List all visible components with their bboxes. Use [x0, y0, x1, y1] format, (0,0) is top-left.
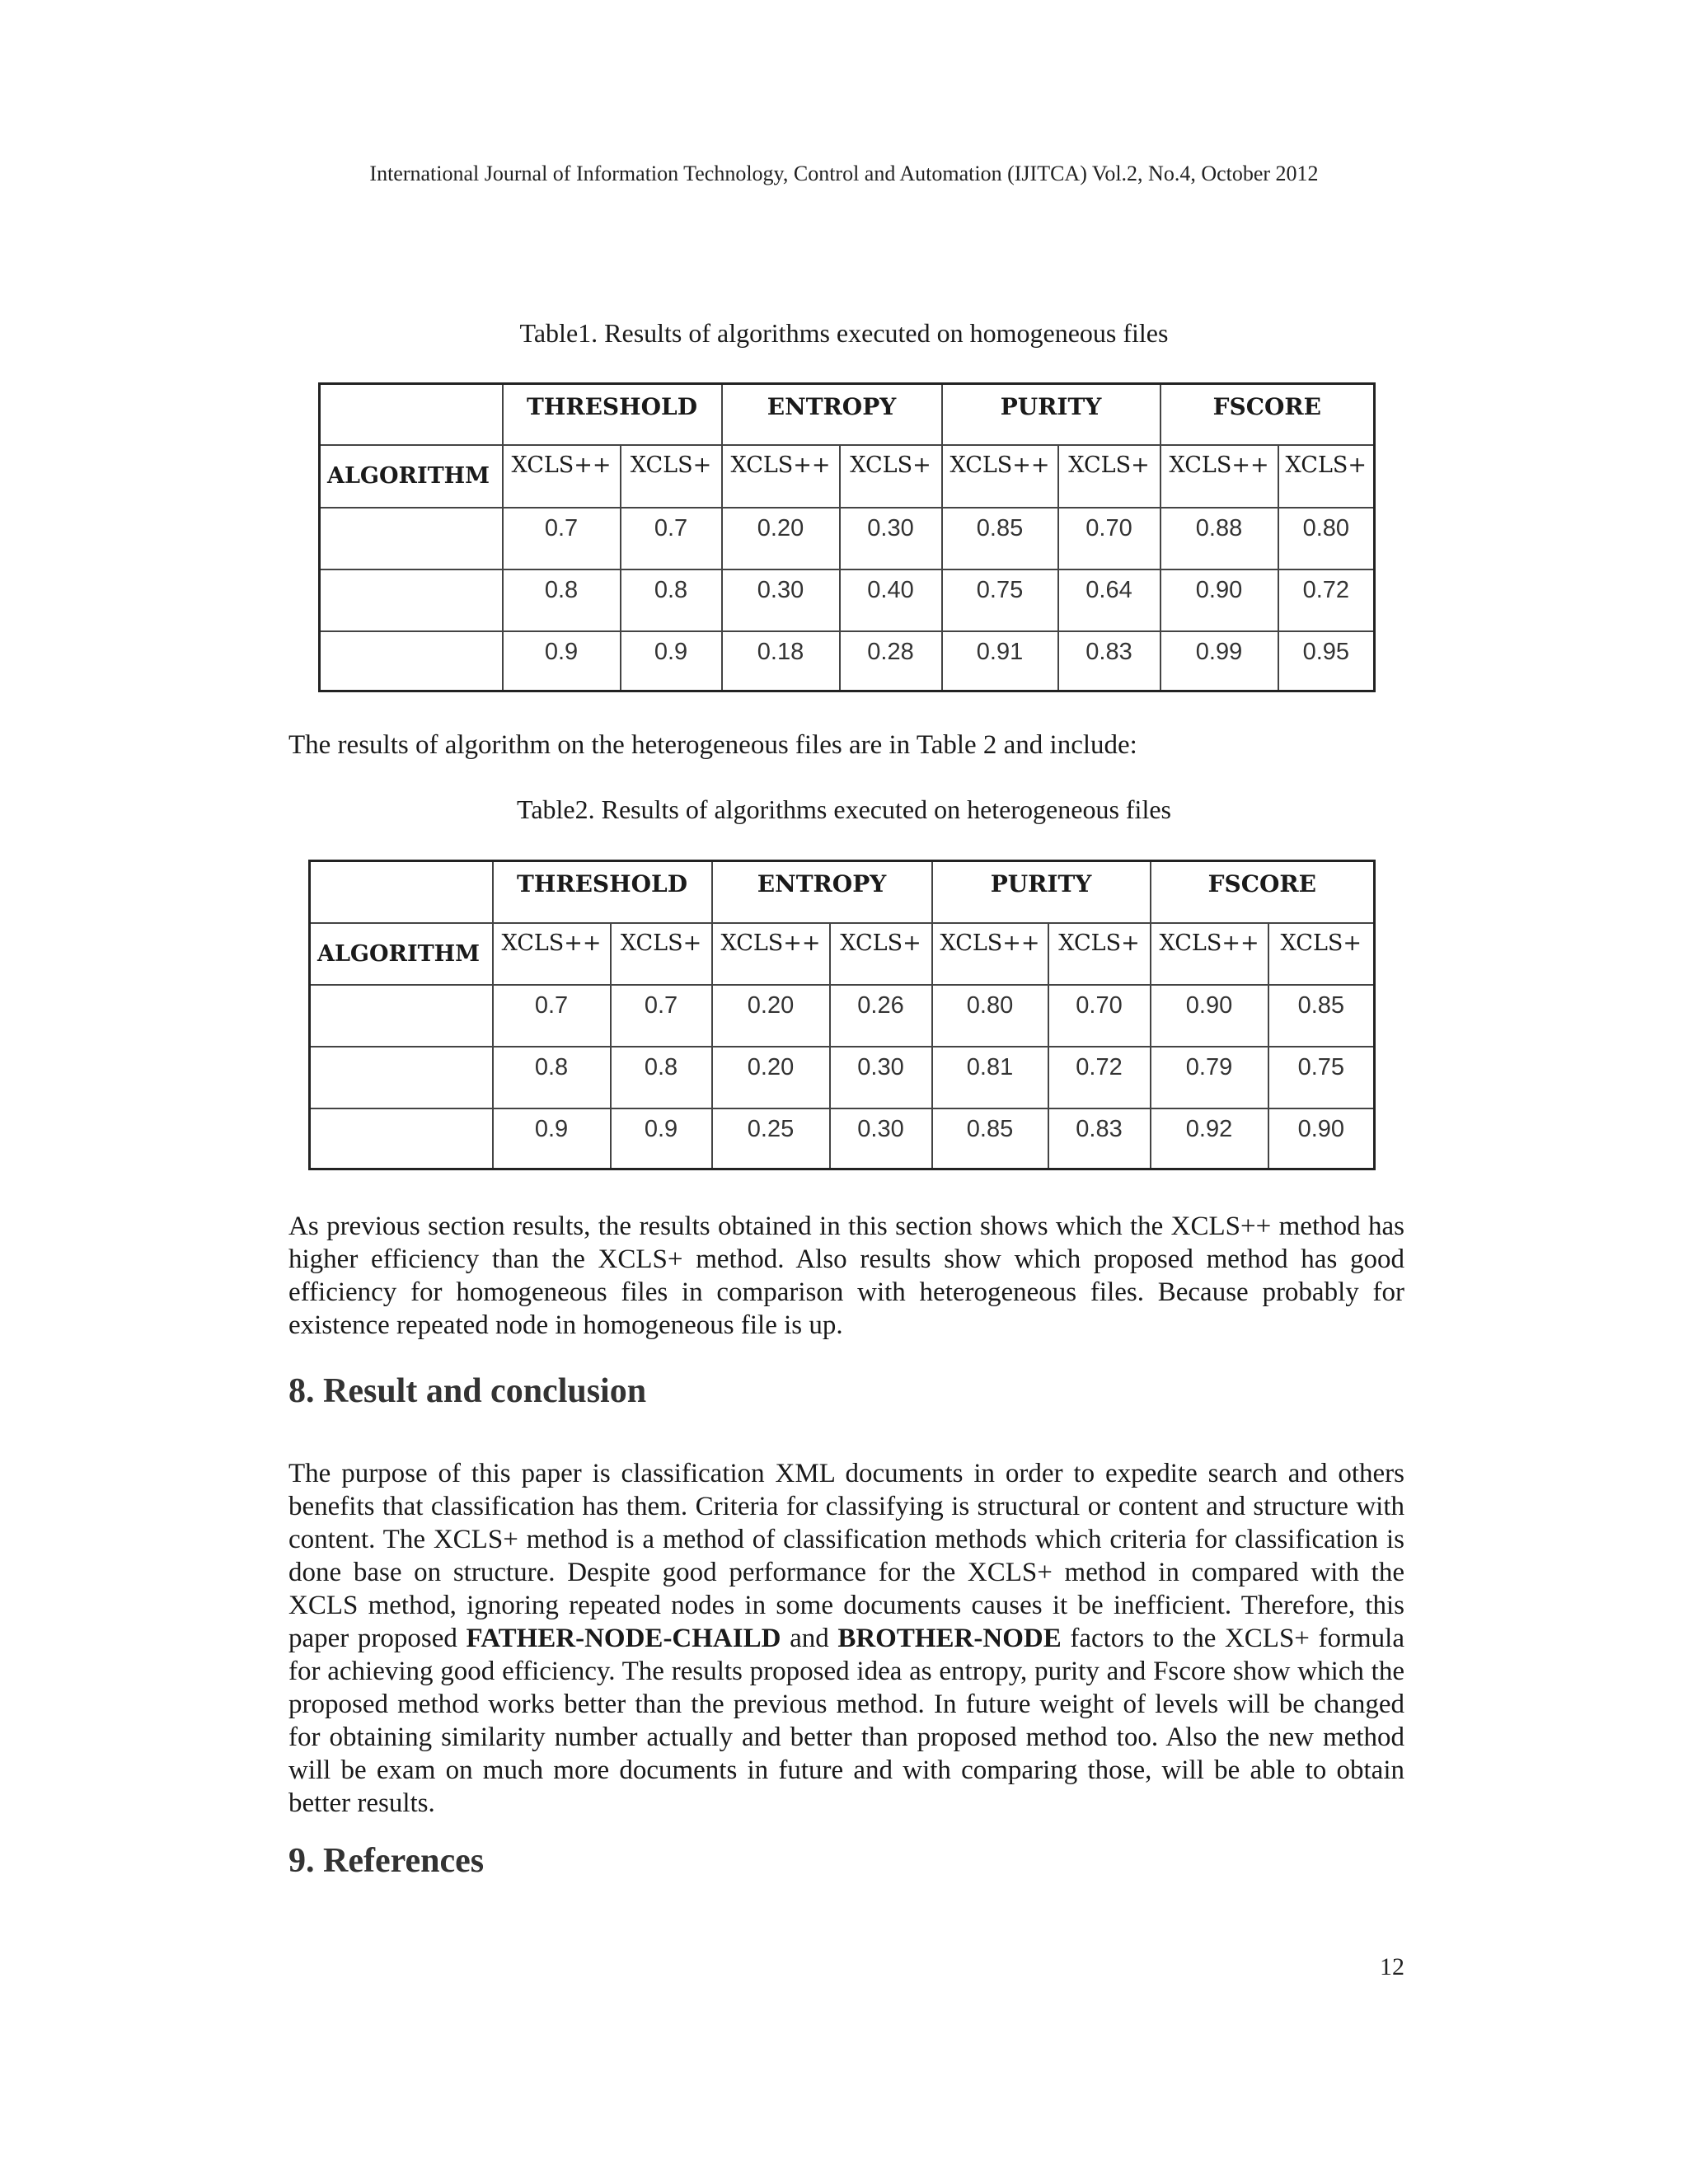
conclusion-text-1: The purpose of this paper is classification XML documents in order to expedite search and others benefits that classification has them. Criteria for classifying is structural or content and structure with content. The XCLS+ method is a method of classification methods which criteria for classification is done base on structure. Despite good performance for the XCLS+ method in compared with the XCLS method, ignoring repeated nodes in some documents causes it be inefficient. Therefore, this paper proposed	[288, 1459, 1404, 1653]
conclusion-text-and: and	[781, 1624, 838, 1653]
table2-group-purity: PURITY	[932, 861, 1151, 923]
section-8-title: 8. Result and conclusion	[288, 1372, 647, 1410]
table2-subheader: XCLS+	[611, 923, 712, 985]
table2-group-fscore: FSCORE	[1151, 861, 1375, 923]
table-cell: 0.18	[722, 631, 840, 691]
table-cell: 0.90	[1160, 569, 1278, 631]
table-cell: 0.26	[830, 985, 932, 1047]
table2-subheader: XCLS+	[830, 923, 932, 985]
table-cell: 0.30	[830, 1108, 932, 1169]
table-cell: 0.20	[712, 985, 830, 1047]
table2-subheader: XCLS+	[1048, 923, 1151, 985]
table-cell: 0.75	[942, 569, 1058, 631]
table1-group-entropy: ENTROPY	[722, 384, 942, 445]
table1-subheader: XCLS++	[942, 445, 1058, 508]
table-cell: 0.83	[1058, 631, 1160, 691]
table-cell: 0.90	[1151, 985, 1268, 1047]
conclusion-paragraph	[288, 1457, 1404, 1820]
table-cell: 0.30	[722, 569, 840, 631]
table-cell: 0.85	[932, 1108, 1048, 1169]
table-cell-empty	[310, 985, 493, 1047]
table-cell: 0.7	[611, 985, 712, 1047]
section-9-title: 9. References	[288, 1842, 485, 1880]
table-cell: 0.25	[712, 1108, 830, 1169]
table-cell: 0.85	[1268, 985, 1375, 1047]
journal-header: International Journal of Information Technology, Control and Automation (IJITCA) Vol.2, No.4, October 2012	[369, 162, 1319, 185]
table2-subheader: XCLS+	[1268, 923, 1375, 985]
table1-corner-cell	[320, 384, 503, 445]
table-cell: 0.88	[1160, 508, 1278, 569]
table-cell: 0.81	[932, 1047, 1048, 1108]
table-cell: 0.8	[503, 569, 621, 631]
table-cell: 0.90	[1268, 1108, 1375, 1169]
table-cell: 0.8	[621, 569, 722, 631]
conclusion-bold-term-1: FATHER-NODE-CHAILD	[466, 1624, 781, 1653]
table1-caption: Table1. Results of algorithms executed on homogeneous files	[519, 318, 1169, 348]
table-cell: 0.9	[621, 631, 722, 691]
table2-row-header: ALGORITHM	[310, 923, 493, 985]
table-cell: 0.7	[503, 508, 621, 569]
table1-subheader-row	[320, 445, 1375, 508]
table-row	[310, 985, 1375, 1047]
table2-group-entropy: ENTROPY	[712, 861, 932, 923]
table-cell: 0.20	[722, 508, 840, 569]
table-cell: 0.92	[1151, 1108, 1268, 1169]
table2-subheader: XCLS++	[712, 923, 830, 985]
table1-group-row	[320, 384, 1375, 445]
table1-subheader: XCLS++	[503, 445, 621, 508]
table1-group-purity: PURITY	[942, 384, 1160, 445]
table-cell: 0.95	[1278, 631, 1375, 691]
table-cell: 0.70	[1048, 985, 1151, 1047]
table-cell: 0.8	[611, 1047, 712, 1108]
table-cell-empty	[310, 1047, 493, 1108]
table1-row-header: ALGORITHM	[320, 445, 503, 508]
conclusion-text-2: factors to the XCLS+ formula for achieving good efficiency. The results proposed idea as entropy, purity and Fscore show which the proposed method works better than the previous method. In future weight of levels will be changed for obtaining similarity number actually and better than proposed method too. Also the new method will be exam on much more documents in future and with comparing those, will be able to obtain better results.	[288, 1624, 1404, 1818]
table-cell: 0.40	[840, 569, 942, 631]
table-cell: 0.91	[942, 631, 1058, 691]
table-cell: 0.99	[1160, 631, 1278, 691]
table-cell: 0.79	[1151, 1047, 1268, 1108]
table2-caption: Table2. Results of algorithms executed on heterogeneous files	[517, 794, 1171, 824]
table-cell: 0.7	[493, 985, 611, 1047]
results-paragraph: As previous section results, the results obtained in this section shows which the XCLS++ method has higher efficiency than the XCLS+ method. Also results show which proposed method has good efficiency for homogeneous files in comparison with heterogeneous files. Because probably for existence repeated node in homogeneous file is up.	[288, 1212, 1404, 1340]
table2-subheader: XCLS++	[932, 923, 1048, 985]
table-cell: 0.64	[1058, 569, 1160, 631]
table-cell-empty	[320, 569, 503, 631]
table-cell: 0.9	[611, 1108, 712, 1169]
table-row	[320, 631, 1375, 691]
table1-subheader: XCLS++	[1160, 445, 1278, 508]
table-cell: 0.70	[1058, 508, 1160, 569]
table-cell: 0.28	[840, 631, 942, 691]
table2-corner-cell	[310, 861, 493, 923]
table2-group-threshold: THRESHOLD	[493, 861, 712, 923]
table-cell: 0.9	[503, 631, 621, 691]
table1-subheader: XCLS++	[722, 445, 840, 508]
table-row	[320, 508, 1375, 569]
table-cell: 0.75	[1268, 1047, 1375, 1108]
table-cell: 0.80	[932, 985, 1048, 1047]
table-cell: 0.9	[493, 1108, 611, 1169]
table-cell: 0.80	[1278, 508, 1375, 569]
table1-subheader: XCLS+	[840, 445, 942, 508]
table-cell: 0.83	[1048, 1108, 1151, 1169]
table1-subheader: XCLS+	[1278, 445, 1375, 508]
text-between-tables: The results of algorithm on the heterogeneous files are in Table 2 and include:	[288, 730, 1137, 760]
table-cell-empty	[320, 508, 503, 569]
table-row	[310, 1047, 1375, 1108]
table1-group-threshold: THRESHOLD	[503, 384, 722, 445]
table-cell: 0.72	[1278, 569, 1375, 631]
table1-subheader: XCLS+	[621, 445, 722, 508]
page-number: 12	[1380, 1953, 1404, 1980]
table-cell: 0.30	[830, 1047, 932, 1108]
table-cell: 0.20	[712, 1047, 830, 1108]
table-cell-empty	[310, 1108, 493, 1169]
table-cell: 0.30	[840, 508, 942, 569]
table-cell: 0.8	[493, 1047, 611, 1108]
table2-subheader: XCLS++	[493, 923, 611, 985]
table-cell: 0.72	[1048, 1047, 1151, 1108]
table-row	[310, 1108, 1375, 1169]
table-cell: 0.85	[942, 508, 1058, 569]
table2-subheader: XCLS++	[1151, 923, 1268, 985]
conclusion-bold-term-2: BROTHER-NODE	[837, 1624, 1062, 1653]
table-row	[320, 569, 1375, 631]
table-cell: 0.7	[621, 508, 722, 569]
table1	[318, 382, 1376, 692]
table2	[308, 860, 1376, 1170]
table1-subheader: XCLS+	[1058, 445, 1160, 508]
table1-group-fscore: FSCORE	[1160, 384, 1375, 445]
table-cell-empty	[320, 631, 503, 691]
table2-group-row	[310, 861, 1375, 923]
table2-subheader-row	[310, 923, 1375, 985]
